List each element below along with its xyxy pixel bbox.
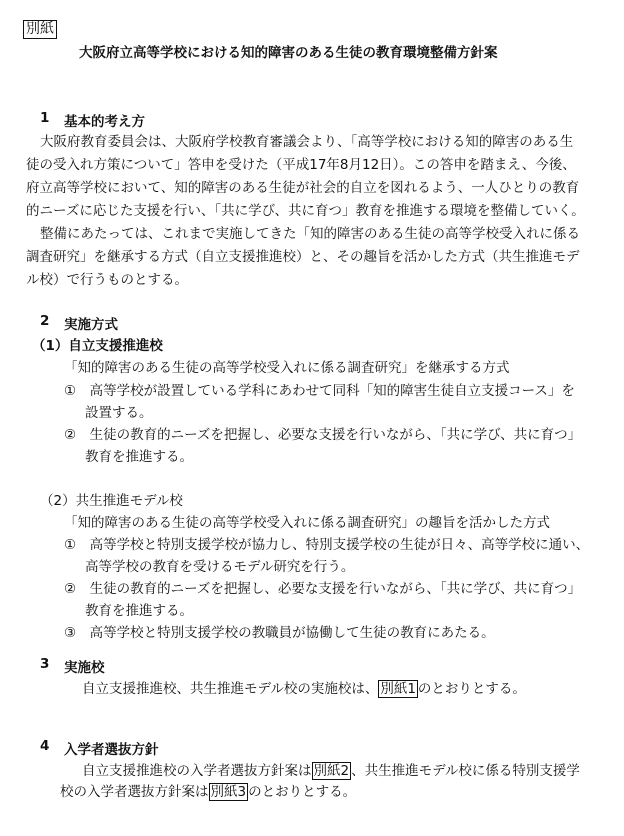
section-1-line: 徒の受入れ方策について」答申を受けた（平成17年8月12日）。この答申を踏まえ、今後、 [26, 157, 576, 173]
attachment-2-ref: 別紙2 [313, 763, 350, 779]
attachment-tag: 別紙 [23, 20, 57, 39]
section-3-text [82, 677, 526, 697]
section-1-line: ル校）で行うものとする。 [26, 272, 188, 288]
section-4-number: 4 [40, 738, 50, 754]
section-4-heading: 入学者選抜方針 [64, 742, 159, 758]
subsection-1-item: 教育を推進する。 [85, 449, 193, 465]
subsection-2-item: ③ 高等学校と特別支援学校の教職員が協働して生徒の教育にあたる。 [64, 625, 495, 641]
section-4-text: 自立支援推進校の入学者選抜方針案は [82, 763, 312, 779]
subsection-2-label: （2）共生推進モデル校 [40, 493, 183, 509]
subsection-1-item: ① 高等学校が設置している学科にあわせて同科「知的障害生徒自立支援コース」を [64, 383, 575, 399]
section-2-number: 2 [40, 313, 50, 329]
subsection-2-item: 教育を推進する。 [85, 603, 193, 619]
section-4-line-1 [82, 759, 580, 779]
section-1-line: 大阪府教育委員会は、大阪府学校教育審議会より、「高等学校における知的障害のある生 [40, 134, 574, 150]
section-1-line: 的ニーズに応じた支援を行い、「共に学び、共に育つ」教育を推進する環境を整備していく。 [26, 203, 585, 219]
section-2-heading: 実施方式 [64, 317, 118, 333]
subsection-2-item: 高等学校の教育を受けるモデル研究を行う。 [85, 559, 355, 575]
section-3-text-before: 自立支援推進校、共生推進モデル校の実施校は、 [82, 681, 379, 697]
section-3-heading: 実施校 [64, 660, 105, 676]
subsection-2-lead: 「知的障害のある生徒の高等学校受入れに係る調査研究」の趣旨を活かした方式 [64, 515, 550, 531]
section-1-line: 整備にあたっては、これまで実施してきた「知的障害のある生徒の高等学校受入れに係る [40, 226, 580, 242]
section-4-line-2 [60, 780, 356, 800]
subsection-2-item: ① 高等学校と特別支援学校が協力し、特別支援学校の生徒が日々、高等学校に通い、 [64, 537, 590, 553]
subsection-2-item: ② 生徒の教育的ニーズを把握し、必要な支援を行いながら、「共に学び、共に育つ」 [64, 581, 582, 597]
attachment-3-ref: 別紙3 [210, 784, 247, 800]
attachment-1-ref: 別紙1 [380, 681, 416, 697]
document-title: 大阪府立高等学校における知的障害のある生徒の教育環境整備方針案 [79, 45, 498, 61]
section-4-text: 校の入学者選抜方針案は [60, 784, 209, 800]
section-1-number: 1 [40, 110, 50, 126]
subsection-1-label: （1）自立支援推進校 [32, 338, 163, 354]
subsection-1-item: ② 生徒の教育的ニーズを把握し、必要な支援を行いながら、「共に学び、共に育つ」 [64, 427, 582, 443]
section-1-line: 府立高等学校において、知的障害のある生徒が社会的自立を図れるよう、一人ひとりの教育 [26, 180, 580, 196]
section-4-text: のとおりとする。 [248, 784, 357, 800]
section-1-line: 調査研究」を継承する方式（自立支援推進校）と、その趣旨を活かした方式（共生推進モデ [26, 249, 580, 265]
section-3-text-after: のとおりとする。 [417, 681, 526, 697]
section-3-number: 3 [40, 656, 50, 672]
subsection-1-lead: 「知的障害のある生徒の高等学校受入れに係る調査研究」を継承する方式 [64, 360, 510, 376]
subsection-1-item: 設置する。 [85, 405, 153, 421]
section-4-text: 、共生推進モデル校に係る特別支援学 [351, 763, 580, 779]
section-1-heading: 基本的考え方 [64, 114, 145, 130]
